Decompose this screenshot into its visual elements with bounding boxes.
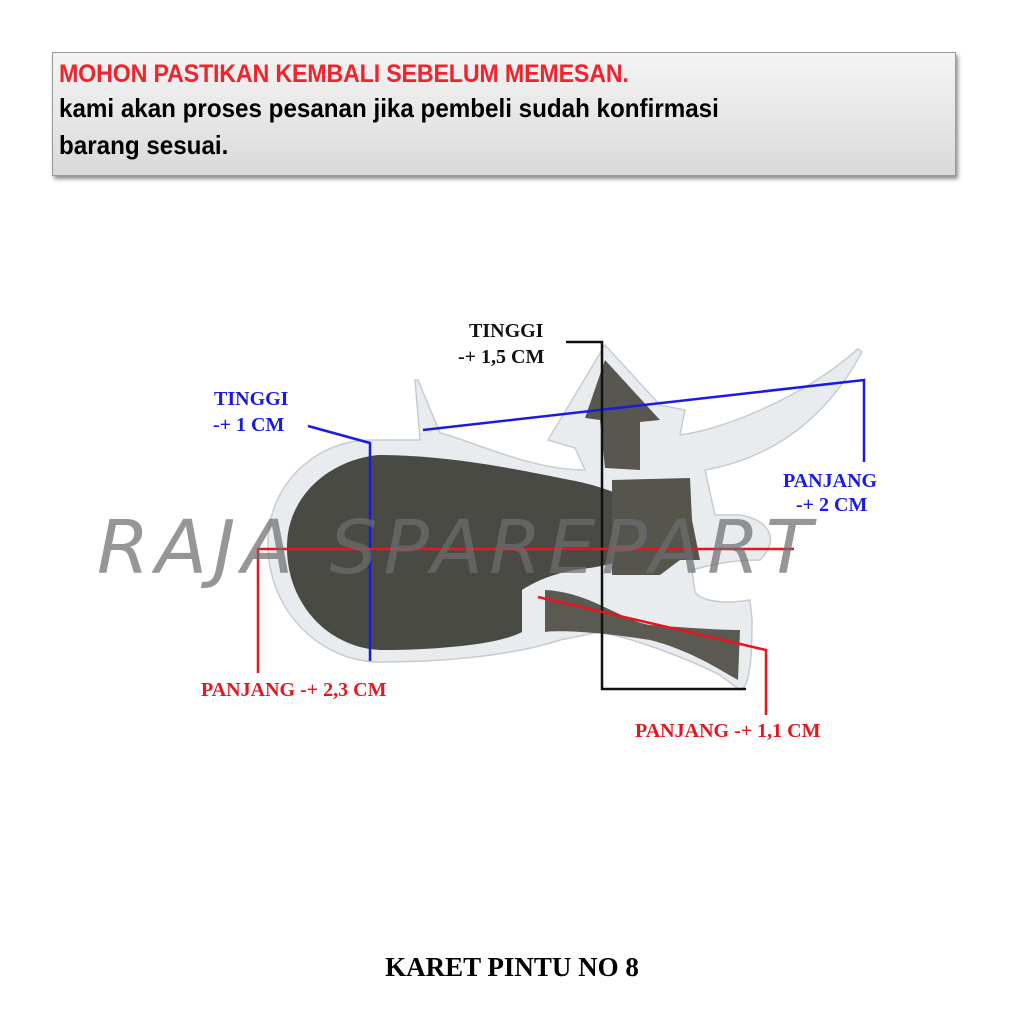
watermark: RAJA SPAREPART	[96, 505, 818, 591]
notice-body-line2: barang sesuai.	[59, 130, 229, 160]
label-tinggi-1cm: TINGGI -+ 1 CM	[213, 388, 289, 436]
notice-body-line1: kami akan proses pesanan jika pembeli sudah konfirmasi	[59, 93, 719, 123]
notice-headline: MOHON PASTIKAN KEMBALI SEBELUM MEMESAN.	[59, 60, 629, 88]
label-tinggi-1-5cm: TINGGI -+ 1,5 CM	[458, 320, 545, 368]
product-title: KARET PINTU NO 8	[385, 952, 639, 982]
label-panjang-1-1cm: PANJANG -+ 1,1 CM	[635, 720, 821, 742]
label-panjang-2cm: PANJANG -+ 2 CM	[783, 470, 878, 516]
label-panjang-2-3cm: PANJANG -+ 2,3 CM	[201, 679, 387, 701]
